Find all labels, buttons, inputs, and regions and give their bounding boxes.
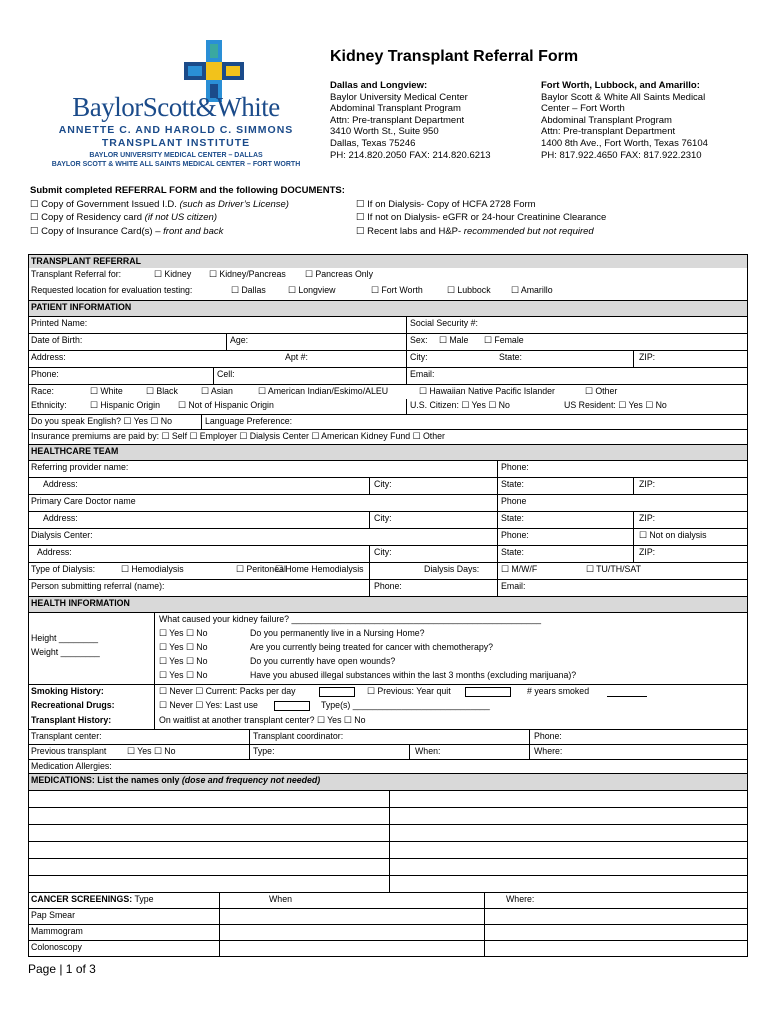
documents-checklist [30,184,750,243]
medication-row[interactable] [29,807,747,824]
page-footer: Page | 1 of 3 [28,962,96,976]
pcp-zip-field[interactable]: ZIP: [639,513,656,523]
checkbox-kidney[interactable]: ☐ Kidney [154,269,192,279]
institute-line-1: ANNETTE C. AND HAROLD C. SIMMONS [58,124,294,136]
dialysis-phone-field[interactable]: Phone: [501,530,529,540]
year-quit-box[interactable] [465,687,511,697]
printed-name-row [29,316,747,333]
cell-field[interactable]: Cell: [217,369,235,379]
address-line: Attn: Pre-transplant Department [330,114,465,126]
section-health-information: HEALTH INFORMATION [29,596,747,612]
medication-allergies-field[interactable]: Medication Allergies: [31,761,112,771]
pcp-address-row [29,511,747,528]
medication-row[interactable] [29,858,747,875]
medication-row[interactable] [29,824,747,841]
smoking-row: Smoking History: ☐ Never ☐ Current: Packs per day ☐ Previous: Year quit # years smoked [29,684,747,699]
referral-form-grid [28,254,748,957]
drugs-row: Recreational Drugs: ☐ Never ☐ Yes: Last use Type(s) ____________________________ [29,699,747,714]
provider-phone-field[interactable]: Phone: [501,462,529,472]
tx-history-row: Transplant History: On waitlist at another transplant center? ☐ Yes ☐ No [29,714,747,729]
phone-field[interactable]: Phone: [31,369,59,379]
checkbox-not-on-dialysis[interactable]: ☐ Not on dialysis [639,530,707,540]
pcp-state-field[interactable]: State: [501,513,524,523]
section-medications: MEDICATIONS: List the names only (dose and frequency not needed) [29,773,747,790]
address-heading: Fort Worth, Lubbock, and Amarillo: [541,80,700,91]
race-row: Race: ☐ White ☐ Black ☐ Asian ☐ American Indian/Eskimo/ALEU ☐ Hawaiian Native Pacific Islander ☐ Other [29,384,747,399]
referral-for-row: Transplant Referral for: ☐ Kidney ☐ Kidney/Pancreas ☐ Pancreas Only [31,269,374,279]
submitter-name-field[interactable]: Person submitting referral (name): [31,581,165,591]
transplant-center-field[interactable]: Transplant center: [31,731,102,741]
checkbox-asian[interactable]: ☐ Asian [201,386,233,396]
checkbox-tuthsat[interactable]: ☐ TU/TH/SAT [586,564,641,574]
ssn-field[interactable]: Social Security #: [410,318,478,328]
address-heading: Dallas and Longview: [330,80,428,91]
state-field[interactable]: State: [499,352,522,362]
checkbox-pacific-islander[interactable]: ☐ Hawaiian Native Pacific Islander [419,386,555,396]
checkbox-lubbock[interactable]: ☐ Lubbock [447,285,491,295]
dialysis-type-row: Type of Dialysis: ☐ Hemodialysis ☐ Peritoneal ☐ Home Hemodialysis Dialysis Days: ☐ M/W/F ☐ TU/TH/SAT [29,562,747,579]
height-field[interactable]: Height ________ [31,633,99,643]
ref-address-row [29,477,747,494]
pcp-name-field[interactable]: Primary Care Doctor name [31,496,136,506]
insurance-row [29,429,747,444]
address-line: Abdominal Transplant Program [330,103,461,115]
provider-address-field[interactable]: Address: [43,479,78,489]
section-patient-information: PATIENT INFORMATION [29,300,747,316]
english-row [29,414,747,429]
checkbox-peritoneal[interactable]: ☐ Peritoneal [236,564,286,574]
checkbox-hemodialysis[interactable]: ☐ Hemodialysis [121,564,184,574]
printed-name-field[interactable]: Printed Name: [31,318,88,328]
sub-line-2: BAYLOR SCOTT & WHITE ALL SAINTS MEDICAL CENTER – FORT WORTH [51,161,301,168]
checkbox-fort-worth[interactable]: ☐ Fort Worth [371,285,423,295]
address-line: Center – Fort Worth [541,103,625,115]
sub-line-1: BAYLOR UNIVERSITY MEDICAL CENTER – DALLAS [89,152,263,159]
doc-item[interactable]: ☐ If not on Dialysis- eGFR or 24-hour Creatinine Clearance [356,212,607,223]
previous-tx-where-field[interactable]: Where: [534,746,563,756]
tx-center-row [29,729,747,744]
zip-field[interactable]: ZIP: [639,352,656,362]
address-fort-worth [541,80,708,161]
waitlist-options[interactable]: On waitlist at another transplant center? ☐ Yes ☐ No [159,715,366,725]
medication-row[interactable] [29,790,747,807]
last-use-box[interactable] [274,701,310,711]
address-field[interactable]: Address: [31,352,66,362]
provider-zip-field[interactable]: ZIP: [639,479,656,489]
dialysis-zip-field[interactable]: ZIP: [639,547,656,557]
age-field[interactable]: Age: [230,335,249,345]
dialysis-state-field[interactable]: State: [501,547,524,557]
previous-tx-when-field[interactable]: When: [415,746,441,756]
drug-types-field[interactable]: Type(s) ____________________________ [321,700,490,710]
colonoscopy-row: Colonoscopy [29,940,747,957]
address-dallas [330,80,491,161]
address-line: PH: 817.922.4650 FAX: 817.922.2310 [541,149,702,161]
checkbox-longview[interactable]: ☐ Longview [288,285,336,295]
doc-item[interactable]: ☐ Copy of Residency card (if not US citizen) [30,212,217,223]
section-healthcare-team: HEALTHCARE TEAM [29,444,747,460]
checkbox-dallas[interactable]: ☐ Dallas [231,285,266,295]
doc-item[interactable]: ☐ Copy of Government Issued I.D. (such as Driver’s License) [30,198,289,210]
dialysis-center-row [29,528,747,545]
checkbox-american-indian[interactable]: ☐ American Indian/Eskimo/ALEU [258,386,389,396]
pcp-row [29,494,747,511]
us-citizen-options[interactable]: U.S. Citizen: ☐ Yes ☐ No [410,400,510,410]
brand-name: BaylorScott&White [72,92,280,122]
previous-tx-type-field[interactable]: Type: [253,746,275,756]
yn-open-wounds[interactable]: ☐ Yes ☐ No [159,656,208,666]
mammogram-row: Mammogram [29,924,747,940]
smoking-previous-option[interactable]: ☐ Previous: Year quit [367,686,451,696]
checkbox-male[interactable]: ☐ Male [439,335,469,345]
dob-row: Date of Birth: Age: Sex: ☐ Male ☐ Female [29,333,747,350]
dialysis-city-field[interactable]: City: [374,547,392,557]
checkbox-female[interactable]: ☐ Female [484,335,524,345]
checkbox-kidney-pancreas[interactable]: ☐ Kidney/Pancreas [209,269,286,279]
provider-state-field[interactable]: State: [501,479,524,489]
smoking-options[interactable]: ☐ Never ☐ Current: Packs per day [159,686,296,696]
documents-heading: Submit completed REFERRAL FORM and the following DOCUMENTS: [30,185,345,196]
language-preference-field[interactable]: Language Preference: [205,416,293,426]
address-line: Abdominal Transplant Program [541,114,672,126]
institute-line-2: TRANSPLANT INSTITUTE [101,137,251,149]
weight-field[interactable]: Weight ________ [31,647,100,657]
referring-provider-field[interactable]: Referring provider name: [31,462,129,472]
submitter-phone-field[interactable]: Phone: [374,581,402,591]
address-row [29,350,747,367]
pap-smear-row: Pap Smear [29,908,747,924]
yn-substance-abuse[interactable]: ☐ Yes ☐ No [159,670,208,680]
address-line: 1400 8th Ave., Fort Worth, Texas 76104 [541,137,708,149]
dob-field[interactable]: Date of Birth: [31,335,83,345]
address-line: Attn: Pre-transplant Department [541,126,676,138]
speak-english-options[interactable]: Do you speak English? ☐ Yes ☐ No [31,416,172,426]
pcp-phone-field[interactable]: Phone [501,496,527,506]
years-smoked-line[interactable] [607,696,647,697]
phone-row [29,367,747,384]
medication-row[interactable] [29,875,747,892]
email-field[interactable]: Email: [410,369,435,379]
transplant-coordinator-field[interactable]: Transplant coordinator: [253,731,344,741]
doc-item[interactable]: ☐ If on Dialysis- Copy of HCFA 2728 Form [356,198,536,210]
yn-chemotherapy[interactable]: ☐ Yes ☐ No [159,642,208,652]
ref-provider-row [29,460,747,477]
provider-city-field[interactable]: City: [374,479,392,489]
doc-item[interactable]: ☐ Recent labs and H&P- recommended but not required [356,225,594,237]
address-line: PH: 214.820.2050 FAX: 214.820.6213 [330,149,491,161]
cancer-screenings-header: CANCER SCREENINGS: Type When Where: [29,892,747,908]
baylor-scott-white-logo [26,40,326,175]
health-questions-block: Height ________ Weight ________ What caused your kidney failure? ___________________________________________________ ☐ Yes ☐ No Do you permanently live in a Nursing Home? ☐ Yes ☐ No Are you currently being treated for cancer with chemotherapy? ☐ Yes ☐ No Do you currently have open wounds? ☐ Yes ☐ No Have you abused illegal substances within the last 3 months (excluding marijuana)? [29,612,747,684]
checkbox-other-race[interactable]: ☐ Other [585,386,618,396]
ethnicity-row: Ethnicity: ☐ Hispanic Origin ☐ Not of Hispanic Origin U.S. Citizen: ☐ Yes ☐ No US Resident: ☐ Yes ☐ No [29,399,747,414]
checkbox-amarillo[interactable]: ☐ Amarillo [511,285,553,295]
med-allergies-row [29,759,747,773]
address-line: Baylor Scott & White All Saints Medical [541,91,706,103]
checkbox-hispanic[interactable]: ☐ Hispanic Origin [90,400,160,410]
coordinator-phone-field[interactable]: Phone: [534,731,562,741]
submitter-row [29,579,747,596]
yn-previous-transplant[interactable]: ☐ Yes ☐ No [127,746,176,756]
form-title: Kidney Transplant Referral Form [330,48,579,65]
checkbox-home-hemodialysis[interactable]: ☐ Home Hemodialysis [275,564,364,574]
section-transplant-referral: TRANSPLANT REFERRAL [29,254,747,268]
kidney-failure-cause-field[interactable]: What caused your kidney failure? ___________________________________________________ [159,614,542,624]
checkbox-pancreas-only[interactable]: ☐ Pancreas Only [305,269,374,279]
packs-per-day-box[interactable] [319,687,355,697]
eval-location-row: Requested location for evaluation testing: ☐ Dallas ☐ Longview ☐ Fort Worth ☐ Lubbock ☐ Amarillo [31,285,553,295]
dialysis-address-field[interactable]: Address: [37,547,72,557]
address-line: Dallas, Texas 75246 [330,137,416,149]
address-line: 3410 Worth St., Suite 950 [330,126,439,138]
us-resident-options[interactable]: US Resident: ☐ Yes ☐ No [564,400,667,410]
dialysis-address-row [29,545,747,562]
checkbox-mwf[interactable]: ☐ M/W/F [501,564,538,574]
checkbox-not-hispanic[interactable]: ☐ Not of Hispanic Origin [178,400,274,410]
prev-tx-row: Previous transplant ☐ Yes ☐ No Type: When: Where: [29,744,747,759]
pcp-address-field[interactable]: Address: [43,513,78,523]
doc-item[interactable]: ☐ Copy of Insurance Card(s) – front and back [30,225,224,237]
city-field[interactable]: City: [410,352,428,362]
checkbox-black[interactable]: ☐ Black [146,386,178,396]
drug-options[interactable]: ☐ Never ☐ Yes: Last use [159,700,258,710]
submitter-email-field[interactable]: Email: [501,581,526,591]
dialysis-center-field[interactable]: Dialysis Center: [31,530,93,540]
address-line: Baylor University Medical Center [330,91,468,103]
pcp-city-field[interactable]: City: [374,513,392,523]
yn-nursing-home[interactable]: ☐ Yes ☐ No [159,628,208,638]
medication-row[interactable] [29,841,747,858]
apt-field[interactable]: Apt #: [285,352,308,362]
insurance-options[interactable]: Insurance premiums are paid by: ☐ Self ☐ Employer ☐ Dialysis Center ☐ American Kidney Fund ☐ Other [31,431,445,441]
checkbox-white[interactable]: ☐ White [90,386,123,396]
